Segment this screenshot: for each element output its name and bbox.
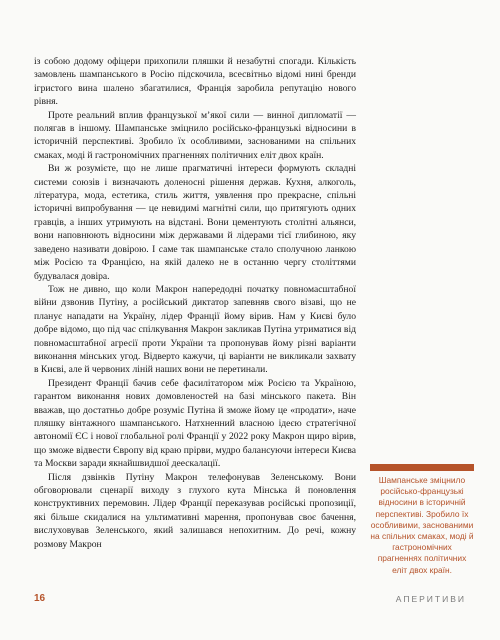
paragraph: Тож не дивно, що коли Макрон напередодні початку повномасштабної війни дзвонив Путіну, а російський диктатор запевняв свого візаві, що не планує нападати на Україну, лідер Франції йому вірив. Нам у Києві було добре відомо, що під час спілкування Макрон закликав Путіна утриматися від повномасштабної агресії проти України та пропонував йому різні варіанти виконання мінських угод. Відверто кажучи, ці варіанти не викликали захвату в Києві, але й червоних ліній наших вони не перетинали.	[34, 283, 356, 376]
main-text-column	[34, 55, 356, 551]
paragraph: Проте реальний вплив французької м’якої сили — винної дипломатії — полягав в іншому. Шампанське зміцнило російсько-французькі відносини в історичній перспективі. Зробило їх особливими, заснованими на спільних смаках, моді й гастрономічних прагненнях політичних еліт двох країн.	[34, 109, 356, 161]
paragraph: Після дзвінків Путіну Макрон телефонував Зеленському. Вони обговорювали сценарії виходу з глухого кута Мінська й поновлення конструктивних перемовин. Лідер Франції переказував російські пропозиції, які більше скидалися на ультимативні марення, пропонував своє бачення, вислуховував Зеленського, який залишався непохитним. До речі, кожну розмову Макрон	[34, 471, 356, 550]
page-number: 16	[34, 593, 46, 604]
pull-quote-text: Шампанське зміцнило російсько-французькі відносини в історичній перспективі. Зробило їх особливими, заснованими на спільних смаках, моді й гастрономічних прагненнях політичних еліт двох країн.	[370, 475, 474, 575]
paragraph: Ви ж розумієте, що не лише прагматичні інтереси формують складні системи союзів і визначають доленосні рішення держав. Кухня, алкоголь, література, мода, естетика, стиль життя, уявлення про прекрасне, спільні історичні випробування — це невидимі магнітні сили, що притягують одних гравців, а інших утримують на відстані. Вони цементують столітні альянси, вони наповнюють відносини між державами й лідерами тієї глибиною, яку заведено називати довірою. І саме так шампанське стало сполучною ланкою між Росією та Францією, на якій далеко не в останню чергу століттями будувалася довіра.	[34, 163, 356, 282]
running-footer-section: АПЕРИТИВИ	[395, 594, 466, 604]
paragraph: Президент Франції бачив себе фасилітатором між Росією та Україною, гарантом виконання нових домовленостей на базі мінського пакета. Він вважав, що достатньо добре розуміє Путіна й зможе йому це «продати», наче пляшку вінтажного шампанського. Натхненний власною ідеєю стратегічної автономії ЄС і нової глобальної ролі Франції у 2022 року Макрон щиро вірив, що зможе відвести Європу від краю прірви, мудро балансуючи інтереси Києва та Москви заради якнайшвидшої деескалації.	[34, 377, 356, 470]
pull-quote-divider	[370, 464, 474, 471]
pull-quote	[370, 464, 474, 576]
paragraph: із собою додому офіцери прихопили пляшки й незабутні спогади. Кількість замовлень шампанського в Росію підскочила, всесвітньо відомі нині бренди ігристого вина шалено збагатилися, Франція заробила репутацію нового рівня.	[34, 56, 356, 108]
